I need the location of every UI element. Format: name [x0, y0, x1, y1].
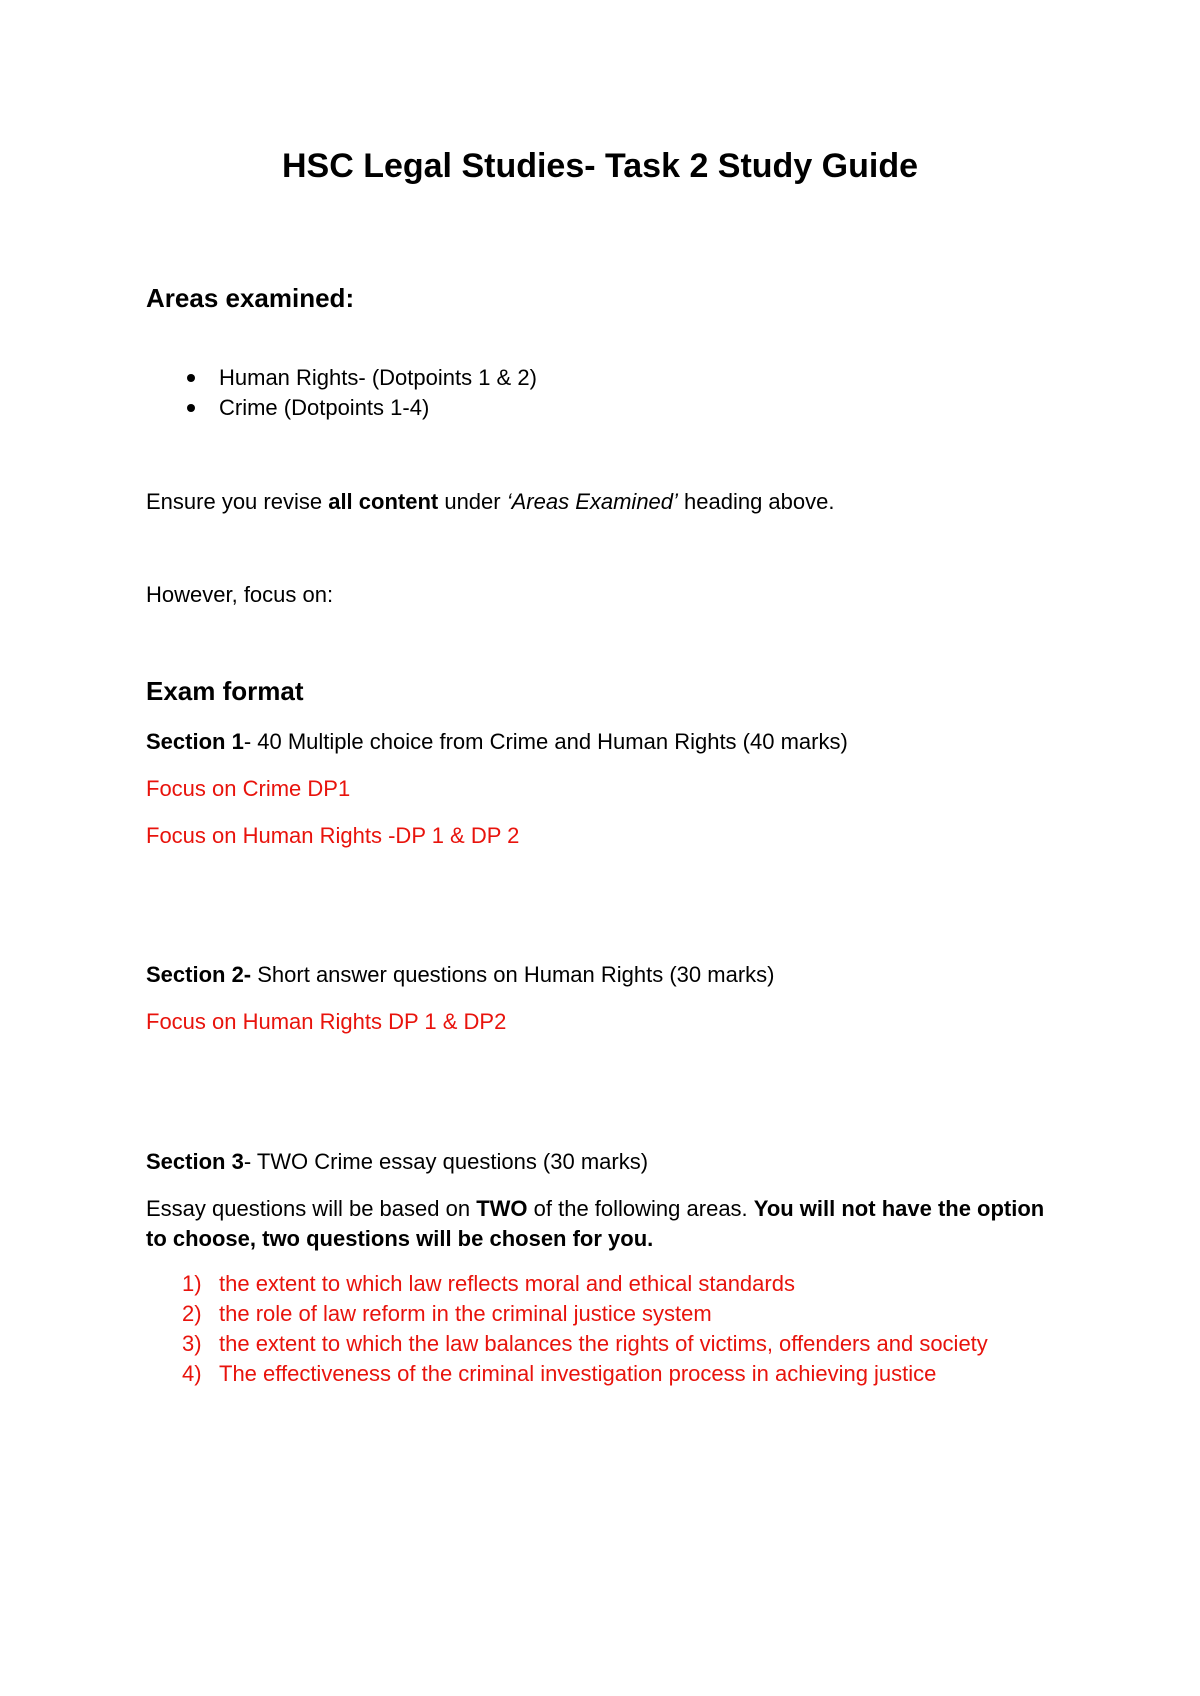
ensure-text: under	[438, 489, 507, 514]
ensure-italic: ‘Areas Examined’	[506, 489, 678, 514]
ensure-bold: all content	[328, 489, 439, 514]
item-text: the role of law reform in the criminal justice system	[219, 1301, 712, 1326]
ensure-paragraph	[146, 488, 834, 516]
item-number: 1)	[182, 1271, 202, 1296]
section2-line	[146, 961, 774, 989]
essay-intro	[146, 1194, 1066, 1254]
section1-text: - 40 Multiple choice from Crime and Human Rights (40 marks)	[243, 729, 848, 754]
item-number: 3)	[182, 1331, 202, 1356]
item-text: the extent to which the law balances the rights of victims, offenders and society	[219, 1331, 988, 1356]
ensure-text: Ensure you revise	[146, 489, 329, 514]
section1-focus-human-rights: Focus on Human Rights -DP 1 & DP 2	[146, 823, 520, 848]
section2-text: Short answer questions on Human Rights (30 marks)	[251, 962, 775, 987]
exam-format-heading: Exam format	[146, 676, 304, 706]
section1-line	[146, 728, 848, 756]
section1-label: Section 1	[146, 729, 244, 754]
item-number: 2)	[182, 1301, 202, 1326]
list-item	[146, 363, 537, 393]
section3-text: - TWO Crime essay questions (30 marks)	[243, 1149, 649, 1174]
list-item	[146, 1299, 1026, 1329]
item-text: the extent to which law reflects moral and ethical standards	[219, 1271, 795, 1296]
list-item	[146, 1329, 1026, 1359]
list-item	[146, 1269, 1026, 1299]
essay-areas-list	[146, 1269, 1026, 1389]
list-item	[146, 1359, 1026, 1389]
section2-focus: Focus on Human Rights DP 1 & DP2	[146, 1009, 507, 1034]
section2-label: Section 2-	[146, 962, 252, 987]
list-item	[146, 393, 537, 423]
however-paragraph: However, focus on:	[146, 582, 334, 607]
essay-intro-bold: You will not have the option to choose, two questions will be chosen for you.	[146, 1196, 1045, 1251]
area-text: Crime (Dotpoints 1-4)	[219, 395, 430, 420]
item-number: 4)	[182, 1361, 202, 1386]
item-text: The effectiveness of the criminal investigation process in achieving justice	[219, 1361, 937, 1386]
ensure-text: heading above.	[677, 489, 835, 514]
essay-intro-bold: TWO	[476, 1196, 528, 1221]
areas-list	[146, 363, 537, 423]
essay-intro-text: Essay questions will be based on	[146, 1196, 477, 1221]
area-text: Human Rights- (Dotpoints 1 & 2)	[219, 365, 537, 390]
section1-focus-crime: Focus on Crime DP1	[146, 776, 351, 801]
bullet-icon	[187, 404, 195, 412]
section3-line	[146, 1148, 648, 1176]
bullet-icon	[187, 374, 195, 382]
essay-intro-text: of the following areas.	[527, 1196, 754, 1221]
areas-heading: Areas examined:	[146, 283, 355, 313]
page-title: HSC Legal Studies- Task 2 Study Guide	[281, 147, 919, 185]
section3-label: Section 3	[146, 1149, 244, 1174]
